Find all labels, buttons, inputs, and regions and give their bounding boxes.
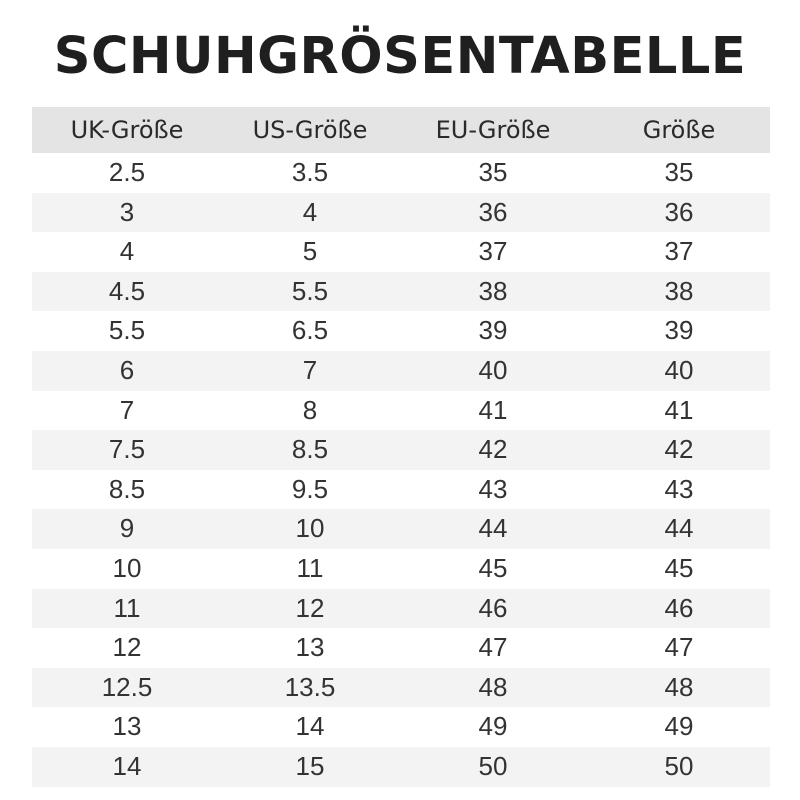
table-row (32, 232, 770, 272)
table-row (32, 628, 770, 668)
cell-us: 15 (222, 747, 398, 787)
column-header-us: US-Größe (222, 107, 398, 153)
cell-eu: 49 (478, 711, 508, 742)
table-row (32, 589, 770, 629)
column-header-eu: EU-Größe (398, 107, 588, 153)
cell-us: 12 (222, 589, 398, 629)
cell-eu: 46 (398, 589, 588, 629)
table-row (32, 707, 770, 747)
cell-uk: 12.5 (32, 668, 222, 708)
cell-uk: 4 (119, 236, 135, 267)
cell-size: 35 (664, 157, 694, 187)
table-row (32, 747, 770, 787)
cell-eu: 45 (478, 552, 508, 583)
cell-us: 13.5 (222, 668, 398, 708)
cell-us: 11 (296, 552, 324, 583)
cell-us: 5.5 (222, 272, 398, 312)
cell-size: 46 (588, 589, 770, 629)
cell-eu: 47 (478, 632, 508, 663)
cell-uk: 5.5 (108, 315, 146, 346)
cell-eu: 41 (478, 394, 508, 425)
cell-size: 38 (588, 272, 770, 312)
cell-uk: 8.5 (108, 473, 146, 504)
cell-us: 8.5 (222, 430, 398, 470)
cell-size: 36 (588, 193, 770, 233)
shoe-size-table (32, 107, 770, 787)
cell-size: 47 (664, 632, 694, 663)
cell-eu: 40 (398, 351, 588, 391)
cell-eu: 42 (398, 430, 588, 470)
table-row (32, 272, 770, 312)
cell-uk: 4.5 (32, 272, 222, 312)
cell-uk: 10 (112, 552, 142, 583)
table-header-row (32, 107, 770, 153)
cell-size: 37 (664, 236, 694, 267)
cell-eu: 35 (478, 157, 508, 187)
page-title: SCHUHGRÖSENTABELLE (53, 27, 747, 86)
table-row (32, 193, 770, 233)
cell-eu: 36 (398, 193, 588, 233)
table-row (32, 391, 770, 431)
cell-uk: 7.5 (32, 430, 222, 470)
table-row (32, 470, 770, 510)
cell-us: 6.5 (291, 315, 329, 346)
cell-uk: 2.5 (108, 157, 146, 187)
cell-eu: 43 (478, 473, 508, 504)
column-header-size: Größe (588, 107, 770, 153)
cell-uk: 6 (32, 351, 222, 391)
cell-size: 44 (588, 509, 770, 549)
table-row (32, 668, 770, 708)
cell-eu: 50 (398, 747, 588, 787)
cell-size: 41 (664, 394, 694, 425)
cell-us: 13 (295, 632, 325, 663)
cell-uk: 3 (32, 193, 222, 233)
cell-us: 7 (222, 351, 398, 391)
cell-eu: 39 (478, 315, 508, 346)
cell-uk: 11 (32, 589, 222, 629)
table-row (32, 153, 770, 193)
cell-us: 3.5 (291, 157, 329, 187)
table-row (32, 430, 770, 470)
cell-size: 42 (588, 430, 770, 470)
cell-eu: 44 (398, 509, 588, 549)
table-row (32, 509, 770, 549)
cell-eu: 37 (478, 236, 508, 267)
cell-uk: 7 (119, 394, 135, 425)
cell-uk: 14 (32, 747, 222, 787)
cell-size: 48 (588, 668, 770, 708)
table-row (32, 311, 770, 351)
cell-size: 43 (664, 473, 694, 504)
table-row (32, 549, 770, 589)
table-row (32, 351, 770, 391)
cell-us: 14 (295, 711, 325, 742)
cell-us: 4 (222, 193, 398, 233)
table-body (32, 153, 770, 787)
cell-us: 8 (302, 394, 318, 425)
cell-size: 49 (664, 711, 694, 742)
cell-uk: 12 (112, 632, 142, 663)
cell-size: 40 (588, 351, 770, 391)
cell-uk: 13 (112, 711, 142, 742)
cell-uk: 9 (32, 509, 222, 549)
cell-size: 50 (588, 747, 770, 787)
cell-us: 10 (222, 509, 398, 549)
cell-us: 9.5 (291, 473, 329, 504)
column-header-uk: UK-Größe (32, 107, 222, 153)
cell-eu: 38 (398, 272, 588, 312)
cell-size: 45 (664, 552, 694, 583)
cell-us: 5 (302, 236, 318, 267)
cell-eu: 48 (398, 668, 588, 708)
cell-size: 39 (664, 315, 694, 346)
